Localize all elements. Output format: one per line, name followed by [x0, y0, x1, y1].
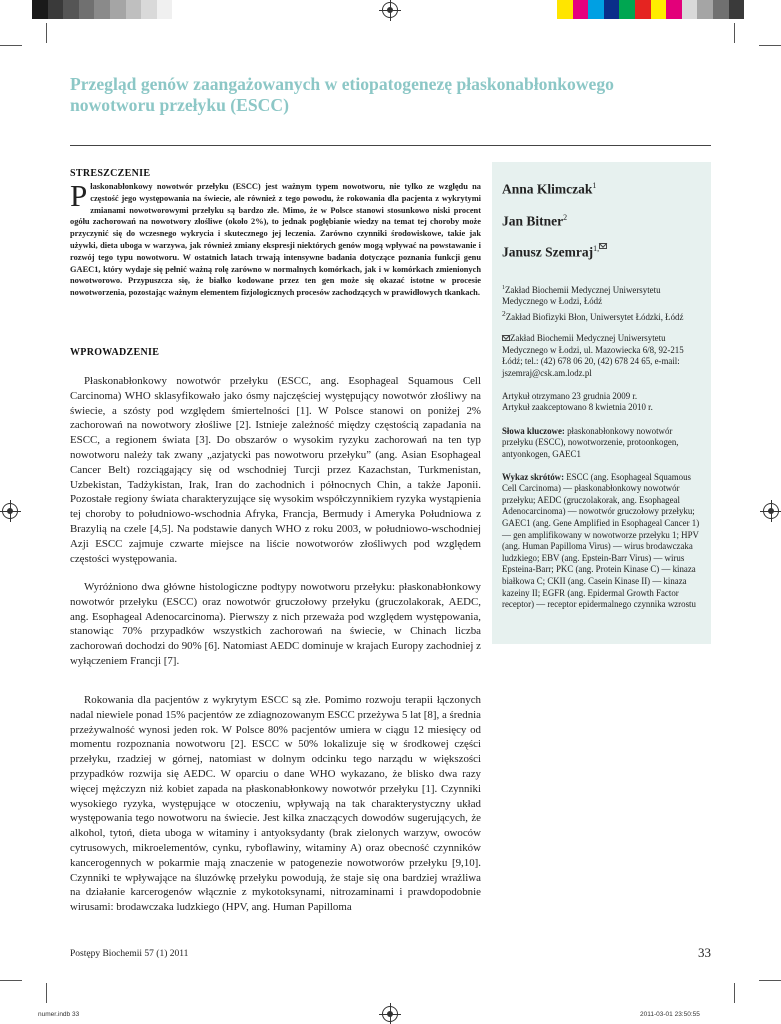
- article-title: Przegląd genów zaangażowanych w etiopatogenezę płaskonabłonkowego nowotworu przełyku (ESCC): [70, 74, 614, 116]
- color-swatches-color: [557, 0, 744, 19]
- color-swatch: [619, 0, 635, 19]
- crop-mark: [0, 45, 22, 46]
- color-swatch: [682, 0, 698, 19]
- abstract-text: [70, 178, 481, 299]
- abstract-heading: STRESZCZENIE: [70, 168, 151, 179]
- color-swatch: [157, 0, 173, 19]
- color-swatch: [557, 0, 573, 19]
- registration-mark-right-icon: [763, 503, 779, 519]
- envelope-icon: [502, 335, 510, 341]
- color-swatch: [126, 0, 142, 19]
- correspondence-address: Zakład Biochemii Medycznej Uniwersytetu Medycznego w Łodzi, ul. Mazowiecka 6/8, 92-215 Łódź; tel.: (42) 678 06 20, (42) 678 24 65, e-mail: jszemraj@csk.am.lodz.pl: [502, 333, 684, 378]
- color-swatch: [141, 0, 157, 19]
- affiliation-2: $^2$Zakład Biofizyki Błon, Uniwersytet Łódzki, Łódź: [502, 308, 684, 322]
- color-swatch: [573, 0, 589, 19]
- author-3: Janusz Szemraj$^{1,}$: [502, 241, 701, 261]
- color-swatch: [94, 0, 110, 19]
- crop-mark: [759, 45, 781, 46]
- crop-mark: [46, 23, 47, 43]
- dropcap: P: [70, 178, 88, 213]
- keywords: Słowa kluczowe: płaskonabłonkowy nowotwór przełyku (ESCC), nowotworzenie, protoonkogen, antyonkogen, GAEC1: [502, 425, 679, 459]
- crop-mark: [46, 983, 47, 1003]
- registration-mark-top-icon: [382, 2, 398, 18]
- article-dates: [502, 391, 701, 414]
- color-swatch: [588, 0, 604, 19]
- color-swatch: [635, 0, 651, 19]
- crop-mark: [734, 983, 735, 1003]
- intro-heading: WPROWADZENIE: [70, 347, 160, 358]
- registration-mark-bottom-icon: [382, 1006, 398, 1022]
- page-number: 33: [698, 945, 711, 960]
- author-sidebar: [492, 162, 711, 644]
- accepted-date: Artykuł zaakceptowano 8 kwietnia 2010 r.: [502, 402, 653, 413]
- color-swatch: [729, 0, 745, 19]
- author-1: Anna Klimczak$^1$: [502, 181, 597, 197]
- crop-mark: [759, 980, 781, 981]
- color-swatch: [110, 0, 126, 19]
- color-swatch: [79, 0, 95, 19]
- intro-paragraph-1: Płaskonabłonkowy nowotwór przełyku (ESCC, ang. Esophageal Squamous Cell Carcinoma) WHO sklasyfikowało jako ósmy najczęściej występujący nowotwór złośliwy na świecie, a szósty pod względem śmiertelności [1]. W Polsce stanowi on poniżej 2% zachorowań na nowotwory złośliwe [2]. Istnieje zależność między częstością zapadania na ESCC, a regionem świata [3]. Do obszarów o wysokim ryzyku zachorowań na ten typ nowotworu należy tak zwany „azjatycki pas nowotworu przełyku” (ang. Asian Esophageal Cancer Belt) rozciągający się od wschodniej Turcji przez Kazachstan, Turkmenistan, Uzbekistan, Tadżykistan, Irak, Iran do zachodnich i północnych Chin, a także Japonii. Pozostałe regiony świata charakteryzujące się wysokim współczynnikiem ryzyka wystąpienia tej choroby to południowo-wschodnia Afryka, Francja, Bermudy i Ameryka Południowa z Brazylią na czele [4,5]. Na podstawie danych WHO z roku 2003, w południowo-wschodniej Azji ESCC zajmuje czwarte miejsce na liście nowotworów złośliwych pod względem częstości występowania.: [70, 375, 481, 565]
- registration-mark-left-icon: [2, 503, 18, 519]
- color-swatch: [48, 0, 64, 19]
- abstract-body: łaskonabłonkowy nowotwór przełyku (ESCC) jest ważnym typem nowotworu, nie tylko ze względu na częstość jego występowania na świecie, ale również z tego powodu, że rokowania dla pacjenta z wykrytymi zmianami nowotworowymi przełyku są bardzo złe. Mimo, że w Polsce stanowi stosunkowo niski procent ogółu zachorowań na nowotwory złośliwe (około 2%), to jednak pogłębianie wiedzy na temat tej choroby może przyczynić się do wczesnego wykrycia i skutecznego jej leczenia. Zarówno czynniki środowiskowe, takie jak używki, dieta uboga w warzywa, jak również zmiany ekspresji niektórych genów mogą wpływać na powstawanie i rozwój tego typu nowotworu. W ostatnich latach trwają intensywne badania dotyczące poznania funkcji genu GAEC1, który wydaje się pełnić ważną rolę zarówno w normalnych komórkach, jak i w komórkach zmienionych nowotworowo. Przypuszcza się, że białko kodowane przez ten gen może się okazać istotne w procesie nowotworzenia, pozostając ważnym elementem fizjologicznych procesów zachodzących w prawidłowych tkankach.: [70, 182, 481, 298]
- intro-paragraph-3: Rokowania dla pacjentów z wykrytym ESCC są złe. Pomimo rozwoju terapii łączonych nadal niewiele ponad 15% pacjentów ze zdiagnozowanym ESCC przeżywa 5 lat [8], a średnia przeżywalność wynosi jeden rok. W Polsce 80% pacjentów umiera w ciągu 12 miesięcy od momentu rozpoznania nowotworu [2]. ESCC w 50% lokalizuje się w środkowej części przełyku, rzadziej w górnej, natomiast w dolnym odcinku tego narządu w większości przypadków rozwija się AEDC. W oparciu o dane WHO wykazano, że blisko dwa razy więcej mężczyzn niż kobiet zapada na płaskonabłonkowy nowotwór przełyku [1]. Czynniki wysokiego ryzyka, występujące w otoczeniu, wpływają na tak charakterystyczny układ występowania tego nowotworu na świecie. Jest kilka znaczących dowodów sugerujących, że alkohol, tytoń, dieta uboga w witaminy i antyoksydanty (brak zielonych warzyw, owoców cytrusowych, mikroelementów, cynku, ryboflawiny, witaminy A) oraz obecność czynników kancerogennych w pokarmie mają znaczenie w patogenezie nowotworów przełyku [9,10]. Czynniki te wpływające na śluzówkę przełyku powodują, że staje się ona bardziej wrażliwa na działanie karcerogenów włącznie z mykotoksynami, nitrozaminami i prawdopodobnie wirusami: brodawczaka ludzkiego (HPV, ang. Human Papilloma: [70, 694, 481, 914]
- color-swatch: [604, 0, 620, 19]
- envelope-icon: [599, 243, 607, 249]
- print-slug-file: numer.indb 33: [38, 1011, 80, 1018]
- crop-mark: [734, 23, 735, 43]
- affiliation-1: $^1$Zakład Biochemii Medycznej Uniwersytetu Medycznego w Łodzi, Łódź: [502, 284, 661, 307]
- print-slug-date: 2011-03-01 23:50:55: [640, 1011, 700, 1018]
- crop-mark: [0, 980, 22, 981]
- color-swatch: [666, 0, 682, 19]
- color-swatches-grayscale: [32, 0, 172, 19]
- received-date: Artykuł otrzymano 23 grudnia 2009 r.: [502, 390, 638, 401]
- color-swatch: [651, 0, 667, 19]
- color-swatch: [713, 0, 729, 19]
- color-swatch: [63, 0, 79, 19]
- color-swatch: [697, 0, 713, 19]
- color-swatch: [32, 0, 48, 19]
- intro-paragraph-2: Wyróżniono dwa główne histologiczne podtypy nowotworu przełyku: płaskonabłonkowy nowotwór przełyku (ESCC) oraz nowotwór gruczołowy przełyku (gruczolakorak, AEDC, ang. Esophageal Adenocarcinoma). Pierwszy z nich przeważa pod względem występowania, stanowiąc 70% przypadków wszystkich zachorowań na świecie, w Chinach liczba zachorowań dochodzi do 90% [6]. Natomiast AEDC dominuje w krajach Europy zachodniej z wyłączeniem Francji [7].: [70, 581, 481, 667]
- author-2: Jan Bitner$^2$: [502, 212, 568, 228]
- journal-citation: Postępy Biochemii 57 (1) 2011: [70, 949, 189, 959]
- title-divider: [70, 145, 711, 146]
- abbreviations: Wykaz skrótów: ESCC (ang. Esophageal Squamous Cell Carcinoma) — płaskonabłonkowy nowotwór przełyku; AEDC (gruczolakorak, ang. Esophageal Adenocarcinoma) — nowotwór gruczołowy przełyku; GAEC1 (ang. Gene Amplified in Esophageal Cancer 1) — gen amplifikowany w nowotworze przełyku 1; HPV (ang. Human Papilloma Virus) — wirus brodawczaka ludzkiego; EBV (ang. Epstein-Barr Virus) — wirus Epsteina-Barr; PKC (ang. Protein Kinase C) — kinaza białkowa C; CKII (ang. Casein Kinase II) — kinaza kazeiny II; EGFR (ang. Epidermal Growth Factor receptor) — receptor epidermalnego czynnika wzrostu: [502, 471, 700, 610]
